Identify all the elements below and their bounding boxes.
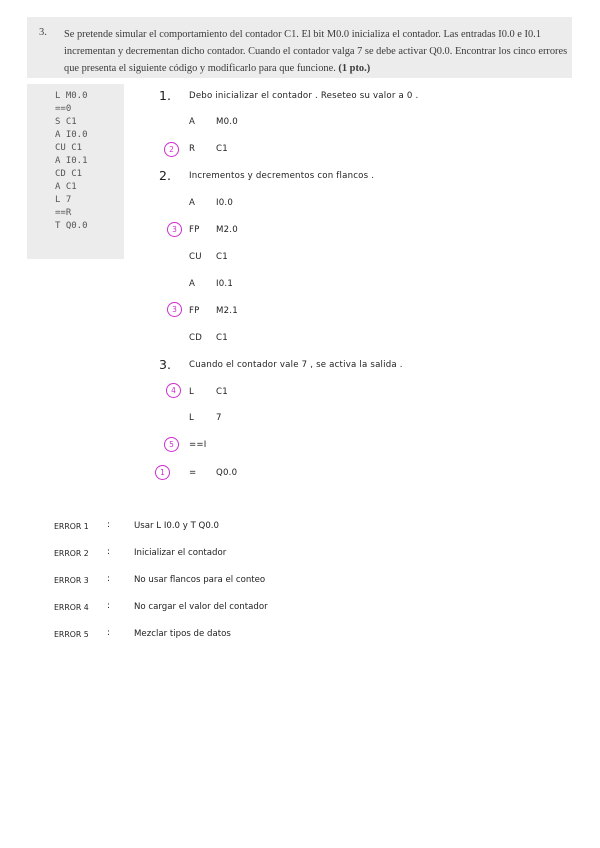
instruction-arg: 7 (216, 413, 222, 423)
step-3-number: 3. (159, 357, 171, 372)
instruction-op: FP (189, 306, 200, 316)
instruction-arg: C1 (216, 333, 228, 343)
error-description: No usar flancos para el conteo (134, 575, 266, 585)
problem-number: 3. (39, 27, 47, 38)
instruction-arg: Q0.0 (216, 468, 238, 478)
instruction-op: FP (189, 225, 200, 235)
error-colon: : (107, 574, 111, 584)
code-line: ==0 (55, 104, 72, 114)
instruction-arg: I0.1 (216, 279, 234, 289)
error-mark-circle: 3 (167, 302, 182, 317)
error-description: Mezclar tipos de datos (134, 629, 231, 639)
problem-text: Se pretende simular el comportamiento del contador C1. El bit M0.0 inicializa el contador. Las entradas I0.0 e I0.1 incrementan y decrementan dicho contador. Cuando el contador valga 7 se debe activar Q0.0. Encontrar los cinco errores que presenta el siguiente código y modificarlo para que funcione. (64, 29, 568, 74)
instruction-op: A (189, 117, 196, 127)
error-mark-circle: 1 (155, 465, 170, 480)
instruction-arg: M0.0 (216, 117, 238, 127)
step-1-title: Debo inicializar el contador . Reseteo su valor a 0 . (189, 91, 419, 101)
step-3-title: Cuando el contador vale 7 , se activa la salida . (189, 360, 403, 370)
code-line: ==R (55, 208, 72, 218)
code-line: S C1 (55, 117, 77, 127)
instruction-arg: I0.0 (216, 198, 234, 208)
error-colon: : (107, 601, 111, 611)
instruction-arg: C1 (216, 144, 228, 154)
instruction-op: A (189, 279, 196, 289)
error-mark-circle: 4 (166, 383, 181, 398)
instruction-op: L (189, 387, 194, 397)
original-code-listing (27, 84, 124, 259)
instruction-arg: M2.1 (216, 306, 238, 316)
instruction-arg: M2.0 (216, 225, 238, 235)
problem-statement (27, 17, 572, 78)
error-mark-circle: 3 (167, 222, 182, 237)
error-colon: : (107, 628, 111, 638)
error-mark-circle: 5 (164, 437, 179, 452)
error-label: ERROR 5 (54, 630, 89, 639)
instruction-op: CD (189, 333, 203, 343)
error-colon: : (107, 520, 111, 530)
code-line: A I0.0 (55, 130, 88, 140)
instruction-arg: C1 (216, 252, 228, 262)
instruction-op: = (189, 468, 197, 478)
error-description: Usar L I0.0 y T Q0.0 (134, 521, 219, 531)
instruction-arg: C1 (216, 387, 228, 397)
error-description: Inicializar el contador (134, 548, 227, 558)
step-2-number: 2. (159, 168, 171, 183)
code-line: A C1 (55, 182, 77, 192)
instruction-op: L (189, 413, 194, 423)
error-label: ERROR 4 (54, 603, 89, 612)
problem-score: (1 pto.) (338, 63, 371, 74)
code-line: T Q0.0 (55, 221, 88, 231)
instruction-op: A (189, 198, 196, 208)
code-line: L 7 (55, 195, 72, 205)
instruction-op: ==I (189, 440, 207, 450)
error-mark-circle: 2 (164, 142, 179, 157)
step-2-title: Incrementos y decrementos con flancos . (189, 171, 375, 181)
code-line: CD C1 (55, 169, 83, 179)
step-1-number: 1. (159, 88, 171, 103)
error-label: ERROR 3 (54, 576, 89, 585)
error-label: ERROR 2 (54, 549, 89, 558)
instruction-op: R (189, 144, 196, 154)
code-line: A I0.1 (55, 156, 88, 166)
code-line: CU C1 (55, 143, 83, 153)
error-colon: : (107, 547, 111, 557)
error-label: ERROR 1 (54, 522, 89, 531)
instruction-op: CU (189, 252, 202, 262)
error-description: No cargar el valor del contador (134, 602, 268, 612)
problem-text-block (64, 26, 568, 77)
code-line: L M0.0 (55, 91, 88, 101)
